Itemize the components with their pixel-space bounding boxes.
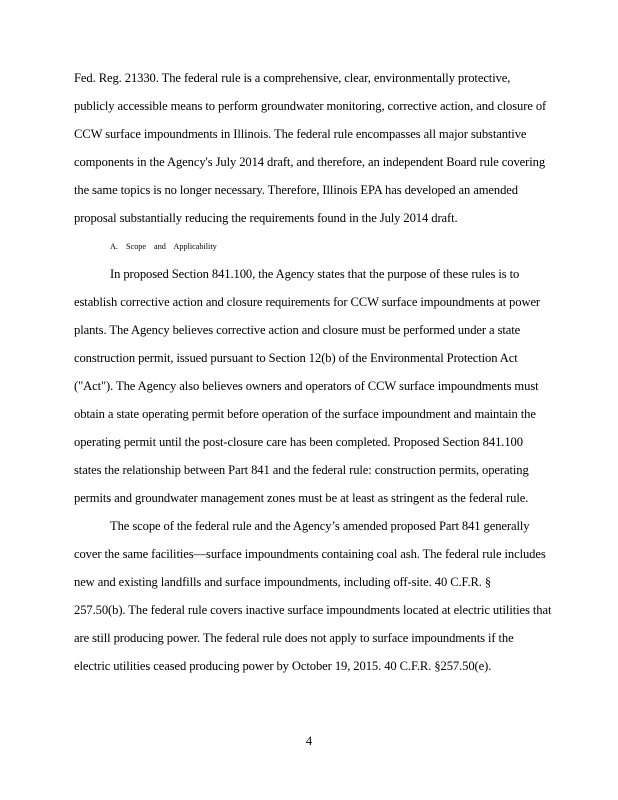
text-line: In proposed Section 841.100, the Agency states that the purpose of these rules is to (110, 267, 520, 281)
text-line: obtain a state operating permit before operation of the surface impoundment and maintain the (74, 407, 536, 421)
page-number: 4 (305, 734, 313, 748)
section-heading: A. Scope and Applicability (110, 242, 217, 251)
text-line: construction permit, issued pursuant to Section 12(b) of the Environmental Protection Act (74, 351, 518, 365)
text-line: ("Act"). The Agency also believes owners and operators of CCW surface impoundments must (74, 379, 539, 393)
text-line: Fed. Reg. 21330. The federal rule is a comprehensive, clear, environmentally protective, (74, 71, 511, 85)
text-line: permits and groundwater management zones must be at least as stringent as the federal rule. (74, 491, 529, 505)
text-line: plants. The Agency believes corrective action and closure must be performed under a state (74, 323, 521, 337)
text-line: the same topics is no longer necessary. Therefore, Illinois EPA has developed an amended (74, 183, 518, 197)
text-line: operating permit until the post-closure care has been completed. Proposed Section 841.100 (74, 435, 523, 449)
text-line: new and existing landfills and surface impoundments, including off-site. 40 C.F.R. § (74, 575, 492, 589)
text-line: electric utilities ceased producing power by October 19, 2015. 40 C.F.R. §257.50(e). (74, 659, 492, 673)
text-line: 257.50(b). The federal rule covers inactive surface impoundments located at electric utilities that (74, 603, 552, 617)
text-line: The scope of the federal rule and the Agency’s amended proposed Part 841 generally (110, 519, 530, 533)
text-line: proposal substantially reducing the requirements found in the July 2014 draft. (74, 211, 458, 225)
text-line: publicly accessible means to perform groundwater monitoring, corrective action, and closure of (74, 99, 547, 113)
text-line: CCW surface impoundments in Illinois. The federal rule encompasses all major substantive (74, 127, 527, 141)
text-line: cover the same facilities—surface impoundments containing coal ash. The federal rule includes (74, 547, 546, 561)
text-line: states the relationship between Part 841 and the federal rule: construction permits, operating (74, 463, 529, 477)
text-line: components in the Agency's July 2014 draft, and therefore, an independent Board rule covering (74, 155, 546, 169)
text-line: are still producing power. The federal rule does not apply to surface impoundments if the (74, 631, 514, 645)
text-line: establish corrective action and closure requirements for CCW surface impoundments at power (74, 295, 541, 309)
